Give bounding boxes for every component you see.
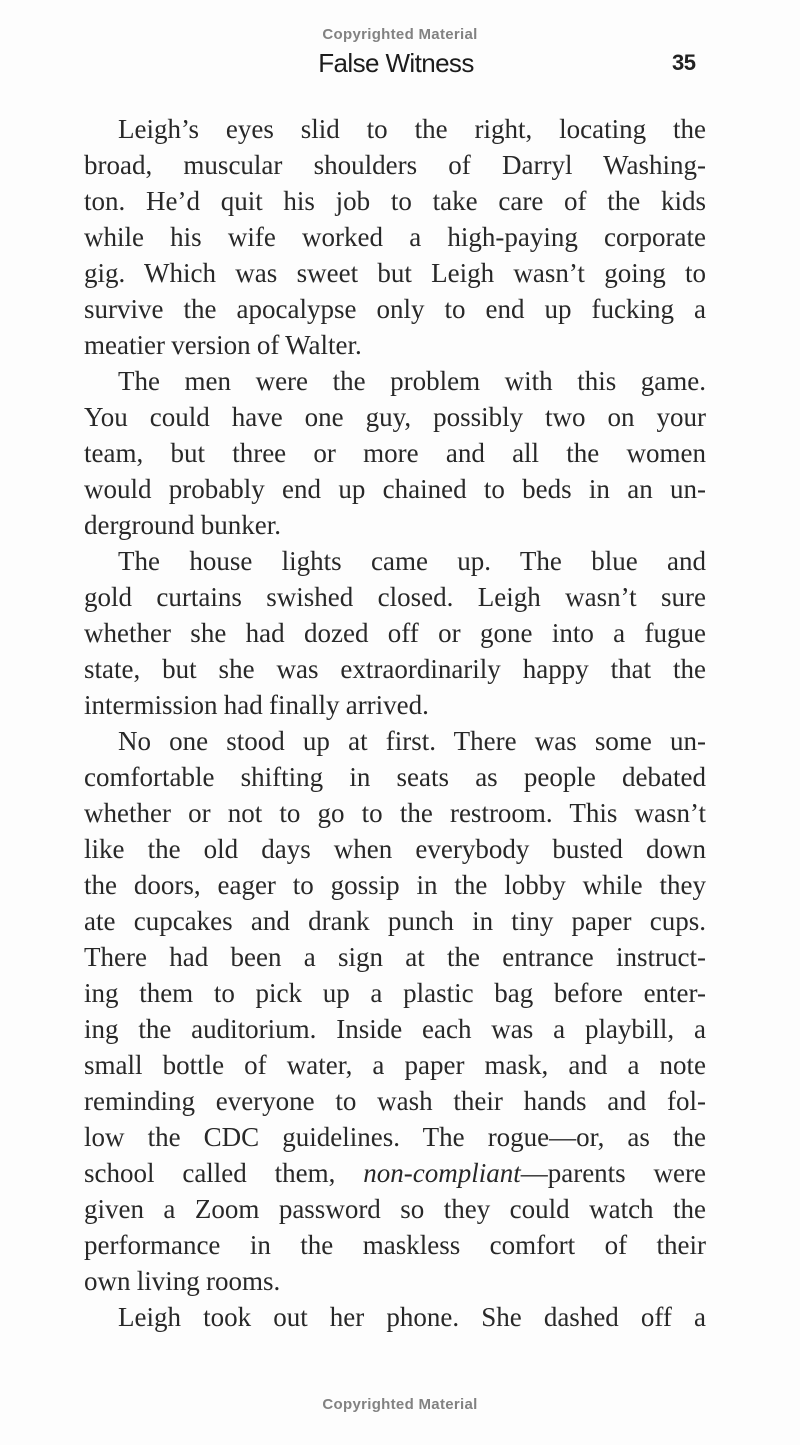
text-line: performance in the maskless comfort of their [84,1230,706,1260]
text-line: low the CDC guidelines. The rogue—or, as the [84,1122,706,1152]
text-line: No one stood up at first. There was some un- [118,726,706,756]
text-line: intermission had finally arrived. [84,690,429,720]
text-line: state, but she was extraordinarily happy that the [84,654,706,684]
text-line: comfortable shifting in seats as people debated [84,762,706,792]
book-title: False Witness [318,48,474,78]
paragraph [84,111,706,363]
text-line: The men were the problem with this game. [118,366,706,396]
paragraph [84,723,706,1299]
page-body [84,111,706,1335]
text-line: the doors, eager to gossip in the lobby while they [84,870,706,900]
text-line: gold curtains swished closed. Leigh wasn’t sure [84,582,706,612]
text-line: school called them, non-compliant—parents were [84,1158,706,1188]
text-line: small bottle of water, a paper mask, and a note [84,1050,706,1080]
text-line: would probably end up chained to beds in an un- [84,474,706,504]
text-line: There had been a sign at the entrance instruct- [84,942,706,972]
text-line: You could have one guy, possibly two on your [84,402,706,432]
text-line: ing the auditorium. Inside each was a playbill, a [84,1014,706,1044]
text-line: meatier version of Walter. [84,330,362,360]
text-line: while his wife worked a high-paying corporate [84,222,706,252]
text-line: like the old days when everybody busted down [84,834,706,864]
text-line: ing them to pick up a plastic bag before enter- [84,978,706,1008]
copyright-notice-bottom: Copyrighted Material [322,1396,478,1413]
text-line: whether she had dozed off or gone into a fugue [84,618,706,648]
text-line: ate cupcakes and drank punch in tiny paper cups. [84,906,706,936]
text-line: ton. He’d quit his job to take care of the kids [84,186,706,216]
text-line: own living rooms. [84,1266,281,1296]
text-line: given a Zoom password so they could watch the [84,1194,706,1224]
paragraph [84,1299,706,1335]
text-line: gig. Which was sweet but Leigh wasn’t going to [84,258,706,288]
paragraph [84,543,706,723]
text-line: reminding everyone to wash their hands and fol- [84,1086,706,1116]
text-line: derground bunker. [84,510,281,540]
page-number: 35 [672,50,696,75]
text-line: broad, muscular shoulders of Darryl Washing- [84,150,706,180]
text-line: Leigh took out her phone. She dashed off a [118,1302,706,1332]
text-line: team, but three or more and all the women [84,438,706,468]
text-line: The house lights came up. The blue and [118,546,706,576]
text-line: Leigh’s eyes slid to the right, locating the [118,114,706,144]
text-line: whether or not to go to the restroom. This wasn’t [84,798,706,828]
copyright-notice-top: Copyrighted Material [322,26,478,43]
text-line: survive the apocalypse only to end up fucking a [84,294,706,324]
paragraph [84,363,706,543]
